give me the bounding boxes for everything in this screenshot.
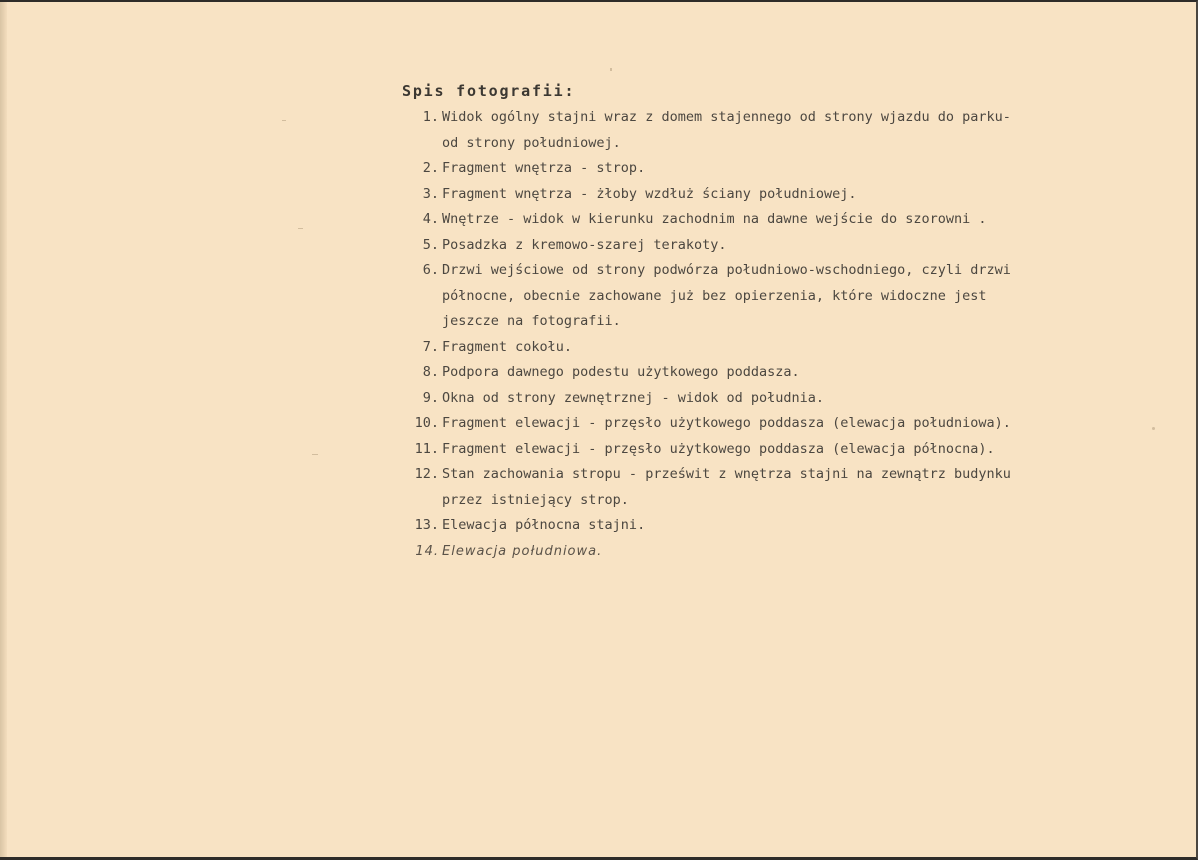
paper-speck <box>312 454 318 455</box>
item-number: 5. <box>422 236 439 253</box>
photo-list <box>402 105 1162 564</box>
item-text: Fragment cokołu. <box>442 338 573 355</box>
item-text: Drzwi wejściowe od strony podwórza południowo-wschodniego, czyli drzwi północne, obecnie zachowane już bez opierzenia, które widoczne jest jeszcze na fotografii. <box>442 262 1011 329</box>
item-number: 10. <box>414 415 439 431</box>
list-item <box>402 207 1162 233</box>
item-text: Fragment wnętrza - żłoby wzdłuż ściany południowej. <box>442 185 857 202</box>
list-item <box>402 156 1162 182</box>
item-text: Posadzka z kremowo-szarej terakoty. <box>442 236 727 253</box>
document-content <box>402 80 1162 564</box>
list-item <box>402 360 1162 386</box>
item-number: 14. <box>415 543 439 559</box>
handwritten-item-text: Elewacja południowa. <box>442 543 603 559</box>
item-number: 1. <box>422 109 439 125</box>
item-text: Fragment wnętrza - strop. <box>442 160 646 176</box>
item-text: Okna od strony zewnętrznej - widok od południa. <box>442 389 825 406</box>
item-number: 3. <box>422 185 439 202</box>
list-item <box>402 335 1162 361</box>
list-item <box>402 539 1162 565</box>
item-number: 2. <box>422 160 439 176</box>
list-item <box>402 411 1162 437</box>
item-number: 13. <box>414 517 439 533</box>
list-item <box>402 462 1162 513</box>
list-item <box>402 105 1162 156</box>
paper-speck <box>610 68 612 71</box>
list-item <box>402 437 1162 463</box>
paper-speck <box>298 228 303 229</box>
item-number: 4. <box>422 211 439 227</box>
item-text: Wnętrze - widok w kierunku zachodnim na dawne wejście do szorowni . <box>442 211 987 227</box>
item-text: Fragment elewacji - przęsło użytkowego poddasza (elewacja północna). <box>442 440 995 457</box>
item-number: 6. <box>422 262 439 278</box>
item-number: 8. <box>422 364 439 380</box>
page-title: Spis fotografii: <box>402 82 576 100</box>
item-text: Elewacja północna stajni. <box>442 517 646 533</box>
list-item <box>402 182 1162 208</box>
list-item <box>402 513 1162 539</box>
item-text: Podpora dawnego podestu użytkowego poddasza. <box>442 364 800 380</box>
item-number: 9. <box>422 389 439 406</box>
item-number: 12. <box>414 466 439 482</box>
item-number: 7. <box>422 338 439 355</box>
item-text: Stan zachowania stropu - prześwit z wnętrza stajni na zewnątrz budynku przez istniejący strop. <box>442 466 1011 508</box>
item-number: 11. <box>414 440 439 457</box>
paper-speck <box>282 120 286 121</box>
list-item <box>402 233 1162 259</box>
item-text: Widok ogólny stajni wraz z domem stajennego od strony wjazdu do parku- od strony południowej. <box>442 109 1011 151</box>
item-text: Fragment elewacji - przęsło użytkowego poddasza (elewacja południowa). <box>442 415 1011 431</box>
list-item <box>402 258 1162 335</box>
list-item <box>402 386 1162 412</box>
